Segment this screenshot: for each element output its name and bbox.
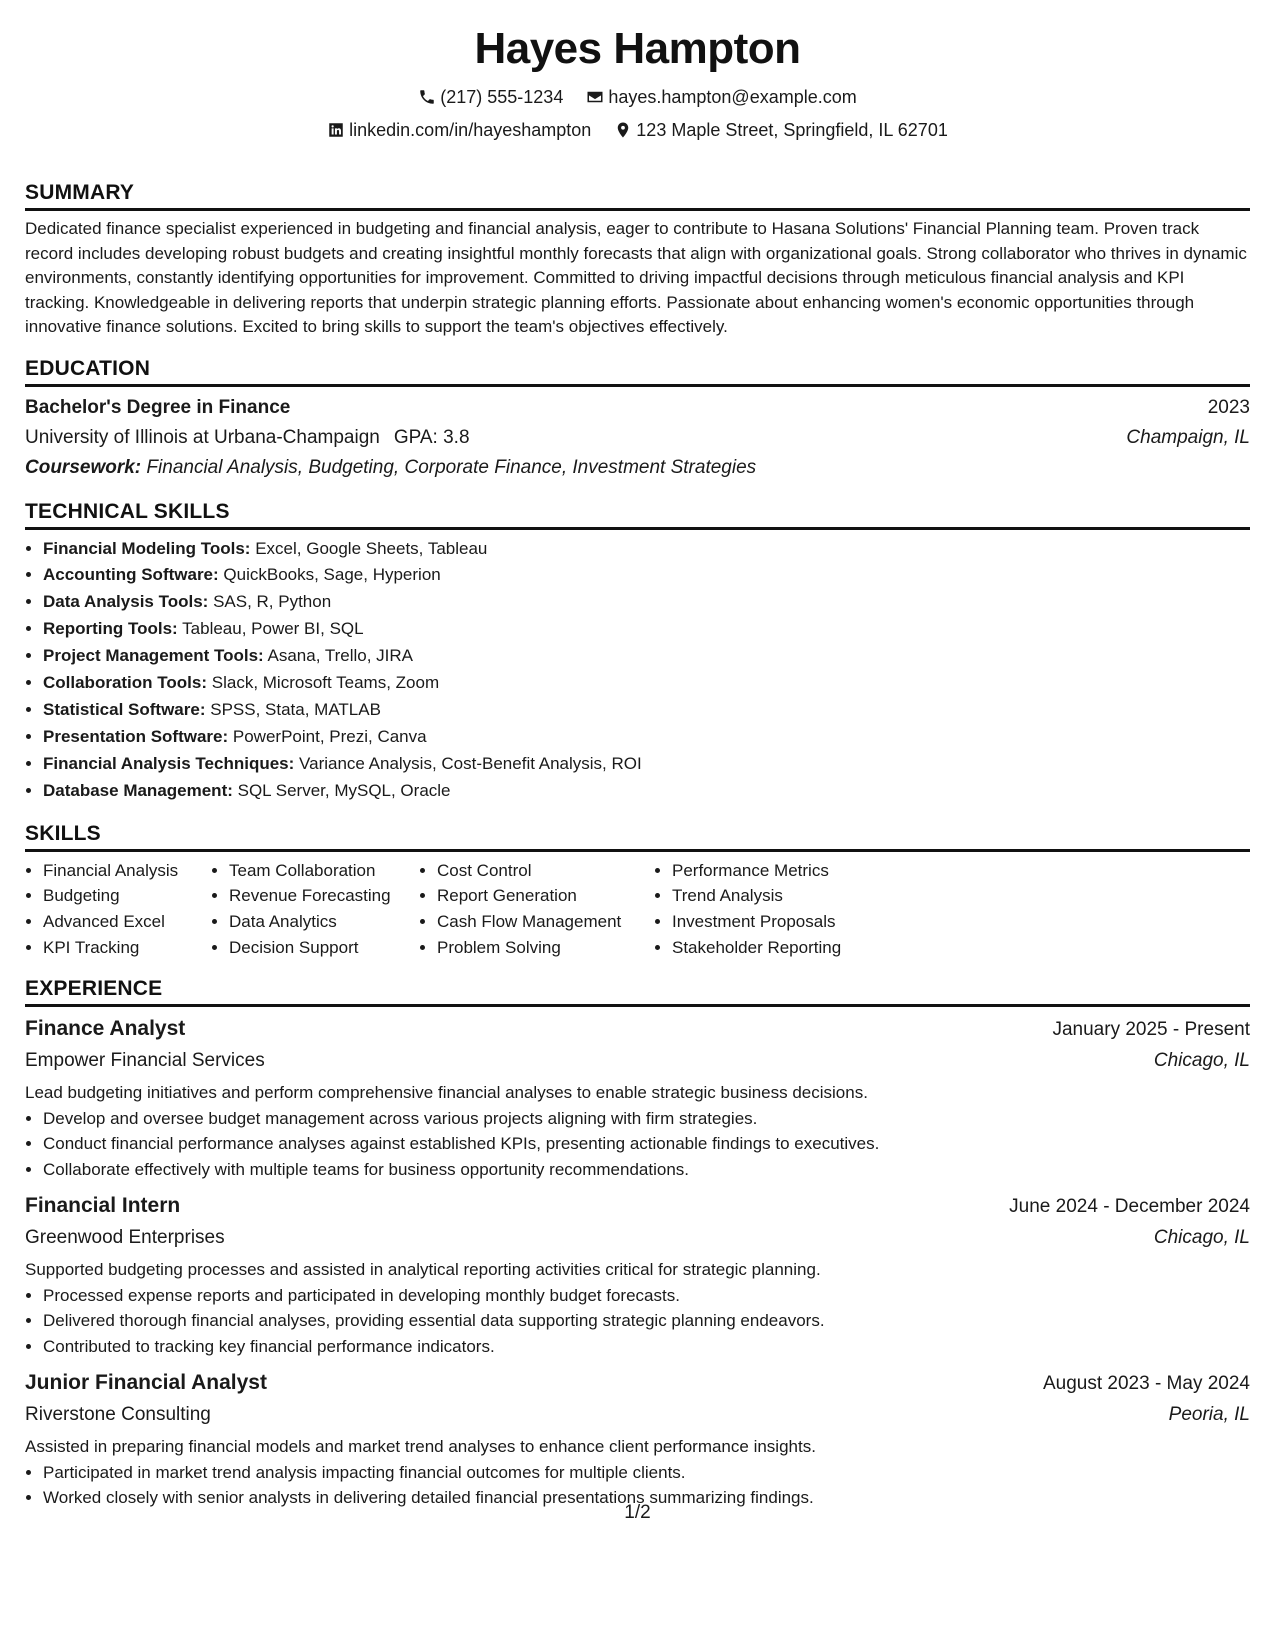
job-dates: January 2025 - Present [1052,1019,1250,1041]
experience-heading: EXPERIENCE [25,974,1250,1007]
school-info [25,423,470,453]
job-bullet: • Worked closely with senior analysts in delivering detailed financial presentations summarizing findings. [43,1485,1250,1511]
skills-section [25,819,1250,961]
contact-row-primary [25,82,1250,115]
tech-skill-item [43,778,1250,805]
job-entry [25,1013,1250,1182]
phone-icon [418,88,436,106]
skills-column [25,858,211,961]
page-number: 1/2 [624,1502,651,1523]
linkedin-icon [327,121,345,139]
tech-skill-value: Tableau, Power BI, SQL [182,619,364,639]
phone-text: (217) 555-1234 [440,87,564,107]
tech-skill-category: Collaboration Tools: [43,673,208,693]
candidate-name: Hayes Hampton [474,24,801,73]
education-degree-row [25,393,1250,423]
job-company-row [25,1400,1250,1430]
skill-item: • Performance Metrics [672,858,912,884]
tech-skill-value: SQL Server, MySQL, Oracle [237,780,451,800]
skill-item: • Report Generation [437,883,654,909]
tech-skill-item [43,697,1250,724]
skill-item: • Problem Solving [437,935,654,961]
job-company-row [25,1046,1250,1076]
tech-skill-category: Data Analysis Tools: [43,592,209,612]
job-bullets [25,1283,1250,1360]
email-contact[interactable] [586,82,856,112]
tech-skill-item [43,670,1250,697]
job-bullet: • Collaborate effectively with multiple teams for business opportunity recommendations. [43,1157,1250,1183]
coursework-label: Coursework: [25,456,142,478]
experience-section [25,974,1250,1511]
resume-page [25,22,1250,1519]
skill-item: • Investment Proposals [672,909,912,935]
linkedin-contact[interactable] [327,115,591,145]
job-title: Junior Financial Analyst [25,1371,267,1395]
envelope-icon [586,88,604,106]
tech-skill-item [43,589,1250,616]
job-title-row [25,1013,1250,1046]
education-heading: EDUCATION [25,354,1250,387]
map-pin-icon [614,121,632,139]
job-location: Chicago, IL [1153,1050,1250,1072]
job-entry [25,1190,1250,1359]
tech-skill-category: Financial Analysis Techniques: [43,753,295,773]
job-bullet: • Conduct financial performance analyses against established KPIs, presenting actionable findings to executives. [43,1131,1250,1157]
tech-skill-item [43,751,1250,778]
education-section [25,354,1250,483]
skills-column [419,858,654,961]
skills-column [211,858,419,961]
skill-item: • Cost Control [437,858,654,884]
job-company: Empower Financial Services [25,1050,265,1072]
coursework [25,453,1250,483]
email-text: hayes.hampton@example.com [608,87,857,107]
job-bullets [25,1106,1250,1183]
job-title-row [25,1190,1250,1223]
skill-item: • Advanced Excel [43,909,211,935]
tech-skill-item [43,562,1250,589]
school-name: University of Illinois at Urbana-Champaign [25,426,380,448]
skill-item: • Data Analytics [229,909,419,935]
skill-item: • Stakeholder Reporting [672,935,912,961]
tech-skill-item [43,536,1250,563]
job-location: Peoria, IL [1168,1404,1250,1426]
job-bullet: • Participated in market trend analysis impacting financial outcomes for multiple clients. [43,1460,1250,1486]
tech-skill-category: Financial Modeling Tools: [43,538,251,558]
address-contact [614,115,948,145]
job-bullet: • Contributed to tracking key financial performance indicators. [43,1334,1250,1360]
tech-skill-value: Asana, Trello, JIRA [267,646,414,666]
tech-skill-item [43,724,1250,751]
technical-skills-list [25,536,1250,805]
resume-header [25,22,1250,148]
tech-skill-category: Statistical Software: [43,699,206,719]
contact-row-secondary [25,115,1250,148]
tech-skill-item [43,643,1250,670]
summary-section [25,178,1250,340]
skill-item: • KPI Tracking [43,935,211,961]
job-bullet: • Develop and oversee budget management across various projects aligning with firm strategies. [43,1106,1250,1132]
summary-heading: SUMMARY [25,178,1250,211]
job-entry [25,1367,1250,1511]
tech-skill-category: Presentation Software: [43,726,229,746]
job-bullet: • Delivered thorough financial analyses, providing essential data supporting strategic planning endeavors. [43,1308,1250,1334]
job-company: Greenwood Enterprises [25,1227,225,1249]
phone-contact[interactable] [418,82,563,112]
summary-text: Dedicated finance specialist experienced in budgeting and financial analysis, eager to contribute to Hasana Solutions' Financial Planning team. Proven track record includes developing robust budgets and creating insightful monthly forecasts that align with organizational goals. Strong collaborator who thrives in dynamic environments, constantly identifying opportunities for improvement. Committed to driving impactful decisions through meticulous financial analysis and KPI tracking. Knowledgeable in delivering reports that underpin strategic planning efforts. Passionate about enhancing women's economic opportunities through innovative finance solutions. Excited to bring skills to support the team's objectives effectively. [25,219,1247,336]
tech-skill-value: SAS, R, Python [213,592,332,612]
job-title: Financial Intern [25,1194,181,1218]
job-title: Finance Analyst [25,1017,186,1041]
job-location: Chicago, IL [1153,1227,1250,1249]
coursework-list: Financial Analysis, Budgeting, Corporate Finance, Investment Strategies [146,456,757,478]
gpa: GPA: 3.8 [393,426,470,448]
skill-item: • Trend Analysis [672,883,912,909]
skills-heading: SKILLS [25,819,1250,852]
job-description: Lead budgeting initiatives and perform comprehensive financial analyses to enable strategic business decisions. [25,1083,868,1103]
tech-skill-value: PowerPoint, Prezi, Canva [232,726,427,746]
skill-item: • Decision Support [229,935,419,961]
skill-item: • Team Collaboration [229,858,419,884]
tech-skill-value: Excel, Google Sheets, Tableau [255,538,488,558]
job-description: Assisted in preparing financial models and market trend analyses to enhance client performance insights. [25,1437,816,1457]
tech-skill-value: QuickBooks, Sage, Hyperion [223,565,441,585]
job-company: Riverstone Consulting [25,1404,211,1426]
job-dates: June 2024 - December 2024 [1009,1196,1250,1218]
job-bullet: • Processed expense reports and participated in developing monthly budget forecasts. [43,1283,1250,1309]
skill-item: • Budgeting [43,883,211,909]
job-company-row [25,1223,1250,1253]
technical-skills-heading: TECHNICAL SKILLS [25,497,1250,530]
tech-skill-category: Project Management Tools: [43,646,264,666]
job-title-row [25,1367,1250,1400]
skills-column [654,858,912,961]
tech-skill-value: Variance Analysis, Cost-Benefit Analysis, ROI [299,753,642,773]
job-dates: August 2023 - May 2024 [1042,1373,1250,1395]
tech-skill-value: Slack, Microsoft Teams, Zoom [211,673,440,693]
tech-skill-category: Database Management: [43,780,233,800]
tech-skill-value: SPSS, Stata, MATLAB [210,699,381,719]
skill-item: • Cash Flow Management [437,909,654,935]
education-school-row [25,423,1250,453]
tech-skill-category: Reporting Tools: [43,619,178,639]
skill-item: • Financial Analysis [43,858,211,884]
tech-skill-category: Accounting Software: [43,565,219,585]
degree-name: Bachelor's Degree in Finance [25,396,291,418]
address-text: 123 Maple Street, Springfield, IL 62701 [636,120,948,140]
tech-skill-item [43,616,1250,643]
linkedin-text: linkedin.com/in/hayeshampton [349,120,592,140]
graduation-year: 2023 [1207,396,1250,418]
school-location: Champaign, IL [1126,426,1250,448]
job-description: Supported budgeting processes and assisted in analytical reporting activities critical for strategic planning. [25,1260,821,1280]
skill-item: • Revenue Forecasting [229,883,419,909]
skills-grid [25,858,1250,961]
technical-skills-section [25,497,1250,805]
